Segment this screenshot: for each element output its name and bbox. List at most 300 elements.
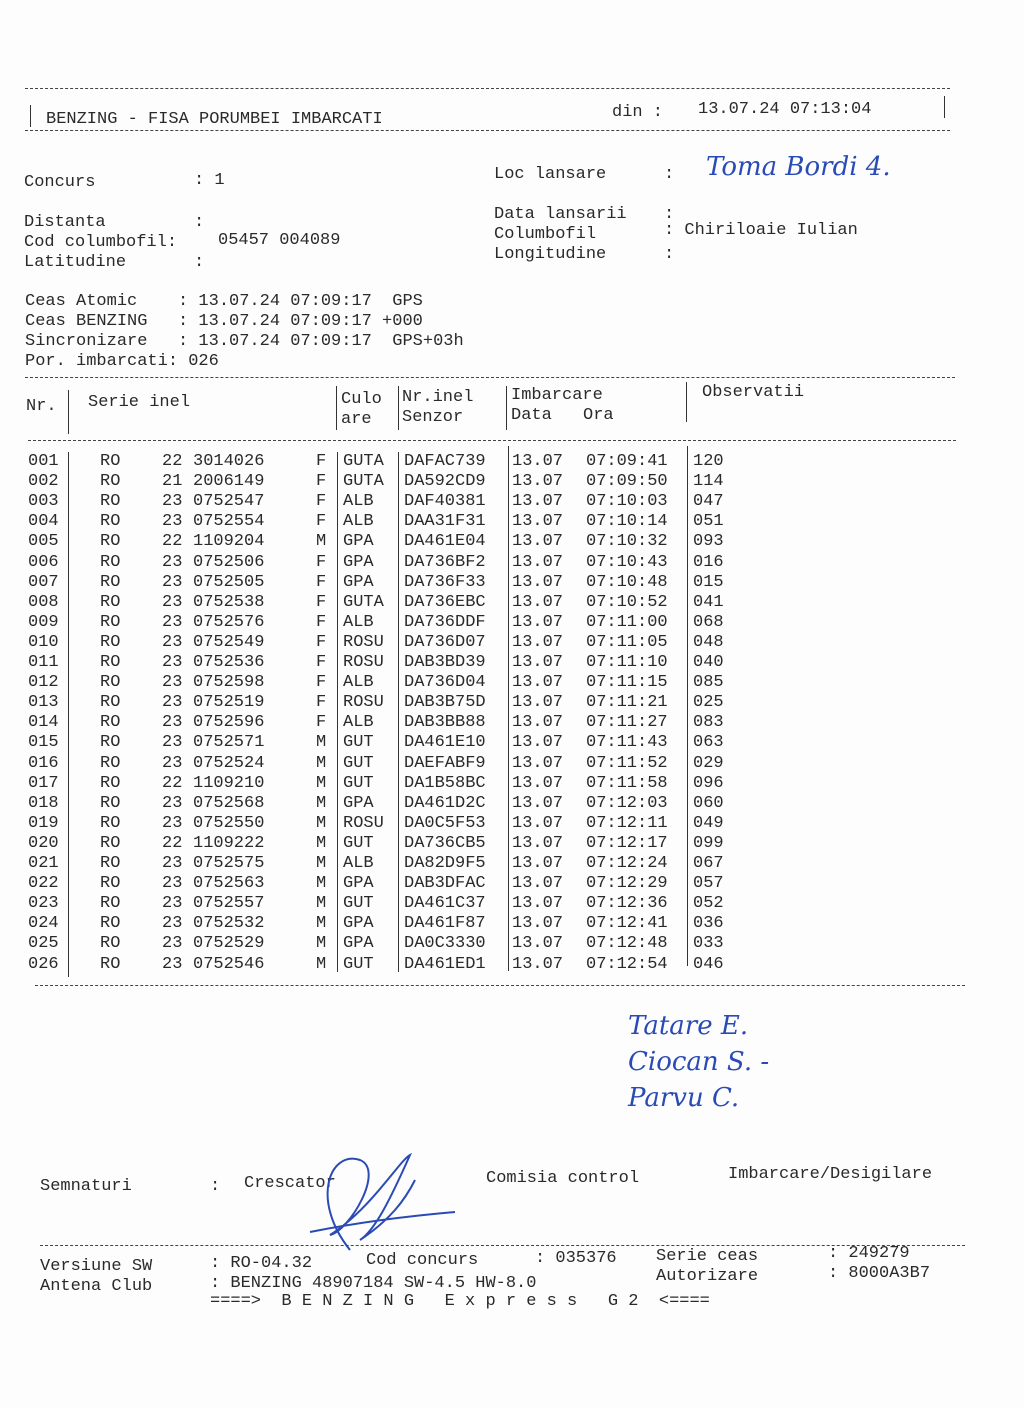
color: GPA: [343, 552, 374, 572]
sensor: DAEFABF9: [404, 753, 486, 773]
date: 13.07: [512, 874, 564, 894]
row-nr: 020: [28, 833, 59, 853]
table-row: [0, 512, 1024, 532]
table-row: [0, 854, 1024, 874]
col-nr-inel: Nr.inel: [402, 388, 474, 407]
color: ROSU: [343, 693, 384, 713]
ceas-benzing: Ceas BENZING : 13.07.24 07:09:17 +000: [25, 312, 423, 331]
table-row: [0, 713, 1024, 733]
color: ALB: [343, 612, 374, 632]
ring-number: 0752571: [193, 733, 265, 753]
column-divider: [687, 446, 688, 966]
year: 23: [162, 492, 183, 512]
sensor: DAB3DFAC: [404, 874, 486, 894]
ring-number: 0752524: [193, 753, 265, 773]
observation: 025: [693, 693, 724, 713]
sensor: DA82D9F5: [404, 854, 486, 873]
row-nr: 012: [28, 673, 59, 693]
ring-number: 0752550: [193, 813, 265, 833]
year: 23: [162, 512, 183, 532]
color: GPA: [343, 914, 374, 934]
observation: 036: [693, 914, 724, 934]
color: GUTA: [343, 592, 384, 612]
country: RO: [100, 572, 121, 592]
table-row: [0, 532, 1024, 552]
date: 13.07: [512, 753, 564, 773]
date: 13.07: [512, 653, 564, 672]
country: RO: [100, 492, 121, 512]
sensor: DA461C37: [404, 894, 486, 914]
color: ALB: [343, 492, 374, 512]
columbofil-label: Columbofil: [494, 225, 597, 244]
table-row: [0, 452, 1024, 472]
col-ora: Ora: [583, 406, 614, 425]
sensor: DAA31F31: [404, 512, 486, 532]
sex: F: [316, 552, 327, 572]
year: 22: [162, 452, 183, 471]
ring-number: 1109210: [193, 773, 265, 793]
table-row: [0, 613, 1024, 633]
color: GUT: [343, 753, 374, 773]
date: 13.07: [512, 914, 564, 934]
date: 13.07: [512, 492, 564, 512]
table-row: [0, 794, 1024, 814]
year: 22: [162, 532, 183, 552]
country: RO: [100, 673, 121, 693]
sensor: DA461ED1: [404, 954, 486, 974]
sex: F: [316, 452, 327, 471]
color: GUT: [343, 833, 374, 853]
sensor: DA736BF2: [404, 552, 486, 572]
row-nr: 016: [28, 753, 59, 773]
col-imbarcare: Imbarcare: [511, 386, 603, 405]
time: 07:10:43: [586, 552, 668, 572]
concurs-value: : 1: [194, 171, 225, 190]
commission-handwritten: Tatare E. Ciocan S. - Parvu C.: [628, 1011, 770, 1113]
table-row: [0, 573, 1024, 593]
concurs-label: Concurs: [24, 173, 96, 192]
time: 07:10:52: [586, 592, 668, 612]
observation: 033: [693, 934, 724, 954]
time: 07:11:27: [586, 713, 668, 733]
observation: 052: [693, 894, 724, 914]
table-row: [0, 814, 1024, 834]
ring-number: 0752505: [193, 572, 265, 592]
ring-number: 0752519: [193, 693, 265, 713]
country: RO: [100, 914, 121, 934]
time: 07:12:24: [586, 854, 668, 873]
date: 13.07: [512, 793, 564, 813]
distanta-value: :: [194, 213, 205, 232]
observation: 096: [693, 773, 724, 793]
print-timestamp: 13.07.24 07:13:04: [698, 100, 872, 119]
time: 07:11:10: [586, 653, 668, 672]
color: GUTA: [343, 472, 384, 492]
sex: M: [316, 733, 327, 753]
table-row: [0, 914, 1024, 934]
ring-number: 0752598: [193, 673, 265, 693]
data-lansarii-value: :: [664, 205, 675, 224]
date: 13.07: [512, 954, 564, 974]
divider: [25, 88, 950, 89]
ring-number: 0752538: [193, 592, 265, 612]
country: RO: [100, 773, 121, 793]
country: RO: [100, 552, 121, 572]
imbarcare-desigilare-label: Imbarcare/Desigilare: [728, 1165, 933, 1184]
col-nr: Nr.: [26, 397, 57, 416]
row-nr: 003: [28, 492, 59, 512]
color: ROSU: [343, 813, 384, 833]
color: GUT: [343, 894, 374, 914]
table-row: [0, 774, 1024, 794]
observation: 057: [693, 874, 724, 894]
country: RO: [100, 854, 121, 873]
benzing-banner: ====> B E N Z I N G E x p r e s s G 2 <====: [210, 1292, 710, 1311]
divider: [25, 130, 950, 131]
observation: 015: [693, 572, 724, 592]
autorizare-value: : 8000A3B7: [828, 1264, 931, 1283]
ring-number: 0752568: [193, 793, 265, 813]
color: GPA: [343, 934, 374, 954]
sex: F: [316, 472, 327, 492]
color: ALB: [343, 673, 374, 693]
sensor: DAF40381: [404, 492, 486, 512]
ring-number: 3014026: [193, 452, 265, 471]
date: 13.07: [512, 934, 564, 954]
observation: 063: [693, 733, 724, 753]
country: RO: [100, 874, 121, 894]
latitudine-value: :: [194, 253, 205, 272]
sex: F: [316, 713, 327, 733]
ring-number: 1109204: [193, 532, 265, 552]
sensor: DA736F33: [404, 572, 486, 592]
versiune-value: : RO-04.32: [210, 1254, 313, 1273]
row-nr: 022: [28, 874, 59, 894]
date: 13.07: [512, 713, 564, 733]
table-row: [0, 693, 1024, 713]
column-divider: [68, 452, 69, 977]
ring-number: 0752546: [193, 954, 265, 974]
autorizare-label: Autorizare: [656, 1267, 759, 1286]
country: RO: [100, 894, 121, 914]
observation: 049: [693, 813, 724, 833]
row-nr: 005: [28, 532, 59, 552]
divider: [40, 1245, 965, 1246]
year: 23: [162, 552, 183, 572]
time: 07:12:41: [586, 914, 668, 934]
sensor: DA736EBC: [404, 592, 486, 612]
sensor: DA461E04: [404, 532, 486, 552]
semnaturi-label: Semnaturi: [40, 1177, 132, 1196]
col-data: Data: [511, 406, 552, 425]
time: 07:12:48: [586, 934, 668, 954]
row-nr: 023: [28, 894, 59, 914]
country: RO: [100, 472, 121, 492]
sex: F: [316, 693, 327, 713]
year: 23: [162, 653, 183, 672]
table-row: [0, 492, 1024, 512]
sex: F: [316, 592, 327, 612]
time: 07:11:21: [586, 693, 668, 713]
row-nr: 001: [28, 452, 59, 471]
sensor: DA736D07: [404, 632, 486, 652]
year: 23: [162, 874, 183, 894]
ring-number: 0752549: [193, 632, 265, 652]
table-row: [0, 934, 1024, 954]
sincronizare: Sincronizare : 13.07.24 07:09:17 GPS+03h: [25, 332, 464, 351]
country: RO: [100, 733, 121, 753]
country: RO: [100, 632, 121, 652]
sex: F: [316, 632, 327, 652]
border: [944, 96, 945, 118]
time: 07:12:36: [586, 894, 668, 914]
sensor: DAB3BD39: [404, 653, 486, 672]
sensor: DAB3B75D: [404, 693, 486, 713]
year: 23: [162, 793, 183, 813]
table-row: [0, 834, 1024, 854]
sex: M: [316, 813, 327, 833]
sex: M: [316, 753, 327, 773]
year: 23: [162, 572, 183, 592]
observation: 060: [693, 793, 724, 813]
row-nr: 002: [28, 472, 59, 492]
loc-lansare-label: Loc lansare: [494, 165, 607, 184]
year: 23: [162, 753, 183, 773]
row-nr: 006: [28, 552, 59, 572]
observation: 093: [693, 532, 724, 552]
observation: 114: [693, 472, 724, 492]
observation: 046: [693, 954, 724, 974]
year: 23: [162, 592, 183, 612]
sensor: DA1B58BC: [404, 773, 486, 793]
color: GPA: [343, 572, 374, 592]
color: ROSU: [343, 632, 384, 652]
row-nr: 011: [28, 653, 59, 672]
comisia-label: Comisia control: [486, 1169, 640, 1188]
sex: M: [316, 833, 327, 853]
ring-number: 0752506: [193, 552, 265, 572]
sensor: DA736CB5: [404, 833, 486, 853]
serie-ceas-label: Serie ceas: [656, 1247, 759, 1266]
time: 07:12:11: [586, 813, 668, 833]
longitudine-value: :: [664, 245, 675, 264]
year: 23: [162, 733, 183, 753]
observation: 016: [693, 552, 724, 572]
date: 13.07: [512, 833, 564, 853]
observation: 085: [693, 673, 724, 693]
year: 23: [162, 813, 183, 833]
table-row: [0, 472, 1024, 492]
sensor: DA461F87: [404, 914, 486, 934]
cod-columbofil-label: Cod columbofil:: [24, 233, 178, 252]
date: 13.07: [512, 693, 564, 713]
sex: M: [316, 954, 327, 974]
year: 21: [162, 472, 183, 492]
date: 13.07: [512, 673, 564, 693]
sex: F: [316, 512, 327, 532]
year: 22: [162, 773, 183, 793]
observation: 040: [693, 653, 724, 672]
col-serie: Serie inel: [88, 393, 191, 412]
sensor: DAB3BB88: [404, 713, 486, 733]
date: 13.07: [512, 512, 564, 532]
time: 07:10:14: [586, 512, 668, 532]
time: 07:11:00: [586, 612, 668, 632]
row-nr: 021: [28, 854, 59, 873]
color: GPA: [343, 532, 374, 552]
divider: [25, 377, 955, 378]
sensor: DA736D04: [404, 673, 486, 693]
table-row: [0, 894, 1024, 914]
color: GPA: [343, 793, 374, 813]
time: 07:11:43: [586, 733, 668, 753]
table-row: [0, 633, 1024, 653]
porumbei-imbarcati: Por. imbarcati: 026: [25, 352, 219, 371]
year: 23: [162, 632, 183, 652]
serie-ceas-value: : 249279: [828, 1244, 910, 1263]
sex: F: [316, 612, 327, 632]
time: 07:09:41: [586, 452, 668, 471]
observation: 083: [693, 713, 724, 733]
sex: F: [316, 492, 327, 512]
date: 13.07: [512, 733, 564, 753]
observation: 067: [693, 854, 724, 873]
ring-number: 0752536: [193, 653, 265, 672]
year: 23: [162, 954, 183, 974]
sensor: DA0C5F53: [404, 813, 486, 833]
sex: M: [316, 773, 327, 793]
table-row: [0, 653, 1024, 673]
time: 07:10:32: [586, 532, 668, 552]
col-culoare: Culo: [341, 390, 382, 409]
row-nr: 018: [28, 793, 59, 813]
sex: M: [316, 914, 327, 934]
color: GUT: [343, 733, 374, 753]
country: RO: [100, 934, 121, 954]
date: 13.07: [512, 452, 564, 471]
time: 07:09:50: [586, 472, 668, 492]
date: 13.07: [512, 592, 564, 612]
observation: 051: [693, 512, 724, 532]
color: GUT: [343, 773, 374, 793]
sex: M: [316, 854, 327, 873]
date: 13.07: [512, 572, 564, 592]
color: GPA: [343, 874, 374, 894]
cod-concurs-value: : 035376: [535, 1249, 617, 1268]
row-nr: 009: [28, 612, 59, 632]
time: 07:12:17: [586, 833, 668, 853]
observation: 068: [693, 612, 724, 632]
din-label: din :: [612, 103, 664, 122]
column-divider: [508, 446, 509, 971]
sex: M: [316, 934, 327, 954]
row-nr: 015: [28, 733, 59, 753]
sex: F: [316, 673, 327, 693]
date: 13.07: [512, 813, 564, 833]
date: 13.07: [512, 552, 564, 572]
table-row: [0, 955, 1024, 975]
year: 23: [162, 854, 183, 873]
ceas-atomic: Ceas Atomic : 13.07.24 07:09:17 GPS: [25, 292, 423, 311]
latitudine-label: Latitudine: [24, 253, 127, 272]
country: RO: [100, 612, 121, 632]
cod-columbofil-value: 05457 004089: [218, 231, 341, 250]
date: 13.07: [512, 894, 564, 914]
sex: M: [316, 793, 327, 813]
crescator-signature: [290, 1140, 460, 1260]
ring-number: 0752529: [193, 934, 265, 954]
divider: [35, 985, 965, 986]
distanta-label: Distanta: [24, 213, 106, 232]
page-title: BENZING - FISA PORUMBEI IMBARCATI: [46, 110, 383, 129]
sex: M: [316, 874, 327, 894]
ring-number: 2006149: [193, 472, 265, 492]
col-observatii: Observatii: [702, 383, 805, 402]
country: RO: [100, 592, 121, 612]
table-row: [0, 593, 1024, 613]
date: 13.07: [512, 472, 564, 492]
longitudine-label: Longitudine: [494, 245, 607, 264]
observation: 048: [693, 632, 724, 652]
time: 07:12:03: [586, 793, 668, 813]
observation: 029: [693, 753, 724, 773]
observation: 099: [693, 833, 724, 853]
sensor: DA592CD9: [404, 472, 486, 492]
column-divider: [398, 452, 399, 972]
country: RO: [100, 713, 121, 733]
observation: 041: [693, 592, 724, 612]
row-nr: 019: [28, 813, 59, 833]
loc-lansare-handwritten: Toma Bordi 4.: [706, 152, 891, 182]
data-lansarii-label: Data lansarii: [494, 205, 627, 224]
boarding-sheet: BENZING - FISA PORUMBEI IMBARCATI din : 13.07.24 07:13:04 Concurs : 1 Loc lansare : Toma Bordi 4. Distanta : Cod columbofil: 05457 004089 Latitudine : Data lansarii : Columbofil : Chiriloaie Iulian Longitudine : Ceas Atomic : 13.07.24 07:09:17 GPS Ceas BENZING : 13.07.24 07:09:17 +000 Sincronizare : 13.07.24 07:09:17 GPS+03h Por. imbarcati: 026 Nr. Serie inel Culo are Nr.inel Senzor Imbarcare Data Ora Observatii 001 RO 22 3014026 F GUTA DAFAC739 13.07 07:09:41 120 002 RO 21 2006149 F GUTA DA592CD9 13.07 07:09:50 114 003 RO 23 0752547 F ALB DAF40381 13.07 07:10:03 047 004 RO 23 0752554 F ALB DAA31F31 13.07 07:10:14 051 005 RO 22 1109204 M GPA DA461E04 13.07 07:10:32 093 006 RO 23 0752506 F GPA DA736BF2 13.07 07:10:43 016 007 RO 23 0752505 F GPA DA736F33 13.07 07:10:48 015 008 RO 23 0752538 F GUTA DA736EBC 13.07 07:10:52 041 009 RO 23 0752576 F ALB DA736DDF 13.07 07:11:00 068 010 RO 23 0752549 F ROSU DA736D07 13.07 07:11:05 048 011 RO 23 0752536 F ROSU DAB3BD39 13.07 07:11:10 040 012 RO 23 0752598 F ALB DA736D04 13.07 07:11:15 085 013 RO 23 0752519 F ROSU DAB3B75D 13.07 07:11:21 025 014 RO 23 0752596 F ALB DAB3BB88 13.07 07:11:27 083 015 RO 23 0752571 M GUT DA461E10 13.07 07:11:43 063 016 RO 23 0752524 M GUT DAEFABF9 13.07 07:11:52 029 017 RO 22 1109210 M GUT DA1B58BC 13.07 07:11:58 096 018 RO 23 0752568 M GPA DA461D2C 13.07 07:12:03 060 019 RO 23 0752550 M ROSU DA0C5F53 13.07 07:12:11 049 020 RO 22 1109222 M GUT DA736CB5 13.07 07:12:17 099 021 RO 23 0752575 M ALB DA82D9F5 13.07 07:12:24 067 022 RO 23 0752563 M GPA DAB3DFAC 13.07 07:12:29 057 023 RO 23 0752557 M GUT DA461C37 13.07 07:12:36 052 024 RO 23 0752532 M GPA DA461F87 13.07 07:12:41 036 025 RO 23 0752529 M GPA DA0C3330 13.07 07:12:48 033 026 RO 23 0752546 M GUT DA461ED1 13.07 07:12:54 046 Tatare E. Ciocan S. - Parvu C. Semnaturi : Crescator Comisia control Imbarcare/Desigilare Versiune SW : RO-04.32 Cod concurs : 035376 Serie ceas : 249279 Antena Club : BENZING 48907184 SW-4.5 HW-8.0 Autorizare : 8000A3B7 ====> B E N Z I N G E x p r e s s G 2 <====: [0, 0, 1024, 1408]
country: RO: [100, 753, 121, 773]
border: [30, 105, 31, 127]
year: 23: [162, 693, 183, 713]
sex: F: [316, 653, 327, 672]
year: 23: [162, 713, 183, 733]
color: ALB: [343, 713, 374, 733]
ring-number: 0752532: [193, 914, 265, 934]
sensor: DA736DDF: [404, 612, 486, 632]
year: 23: [162, 612, 183, 632]
time: 07:12:54: [586, 954, 668, 974]
year: 23: [162, 673, 183, 693]
country: RO: [100, 954, 121, 974]
antena-label: Antena Club: [40, 1277, 153, 1296]
row-nr: 010: [28, 632, 59, 652]
row-nr: 004: [28, 512, 59, 532]
ring-number: 0752557: [193, 894, 265, 914]
year: 22: [162, 833, 183, 853]
sensor: DAFAC739: [404, 452, 486, 471]
ring-number: 0752554: [193, 512, 265, 532]
antena-value: : BENZING 48907184 SW-4.5 HW-8.0: [210, 1274, 537, 1293]
sex: F: [316, 572, 327, 592]
columbofil-value: : Chiriloaie Iulian: [664, 221, 858, 240]
sex: M: [316, 532, 327, 552]
row-nr: 025: [28, 934, 59, 954]
sensor: DA461D2C: [404, 793, 486, 813]
divider: [28, 440, 956, 441]
color: ALB: [343, 512, 374, 532]
country: RO: [100, 653, 121, 672]
ring-number: 0752547: [193, 492, 265, 512]
row-nr: 024: [28, 914, 59, 934]
year: 23: [162, 934, 183, 954]
time: 07:11:52: [586, 753, 668, 773]
date: 13.07: [512, 612, 564, 632]
